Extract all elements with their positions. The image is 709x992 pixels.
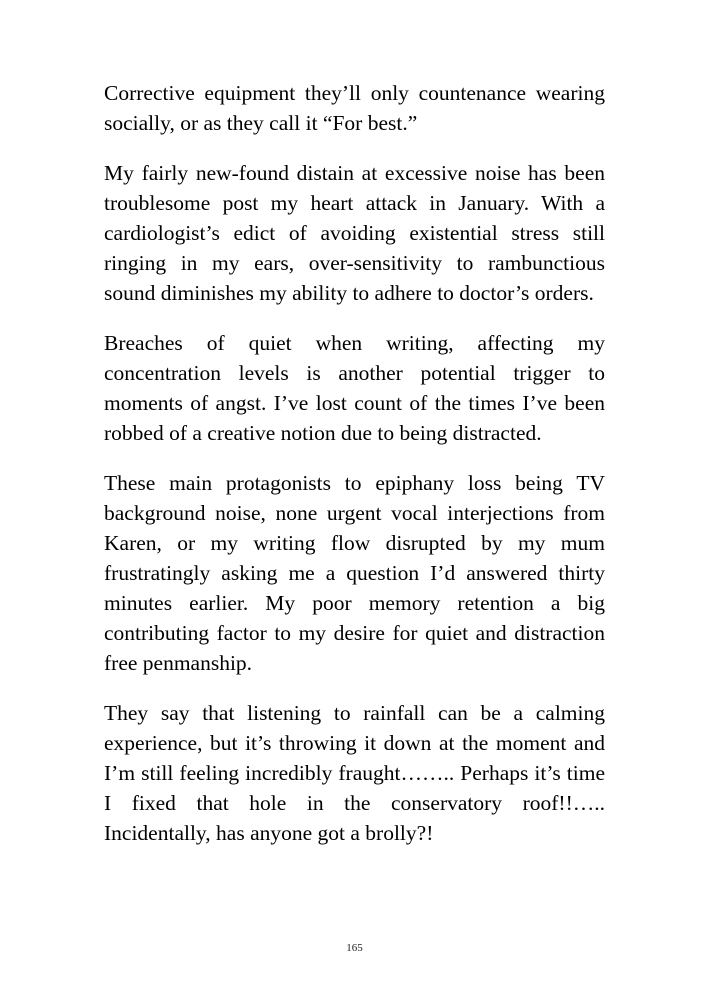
- paragraph: Breaches of quiet when writing, affecting my concentration levels is another potential trigger to moments of angst. I’ve lost count of the times I’ve been robbed of a creative notion due to being distracted.: [104, 331, 605, 445]
- body-text-column: [104, 78, 605, 848]
- paragraph: They say that listening to rainfall can be a calming experience, but it’s throwing it down at the moment and I’m still feeling incredibly fraught…….. Perhaps it’s time I fixed that hole in the conservatory roof!!….. Incidentally, has anyone got a brolly?!: [104, 701, 605, 845]
- page-number: 165: [346, 942, 363, 954]
- paragraph: Corrective equipment they’ll only countenance wearing socially, or as they call it “For best.”: [104, 81, 605, 135]
- paragraph: These main protagonists to epiphany loss being TV background noise, none urgent vocal interjections from Karen, or my writing flow disrupted by my mum frustratingly asking me a question I’d answered thirty minutes earlier. My poor memory retention a big contributing factor to my desire for quiet and distraction free penmanship.: [104, 471, 605, 675]
- paragraph: My fairly new-found distain at excessive noise has been troublesome post my heart attack in January. With a cardiologist’s edict of avoiding existential stress still ringing in my ears, over-sensitivity to rambunctious sound diminishes my ability to adhere to doctor’s orders.: [104, 161, 605, 305]
